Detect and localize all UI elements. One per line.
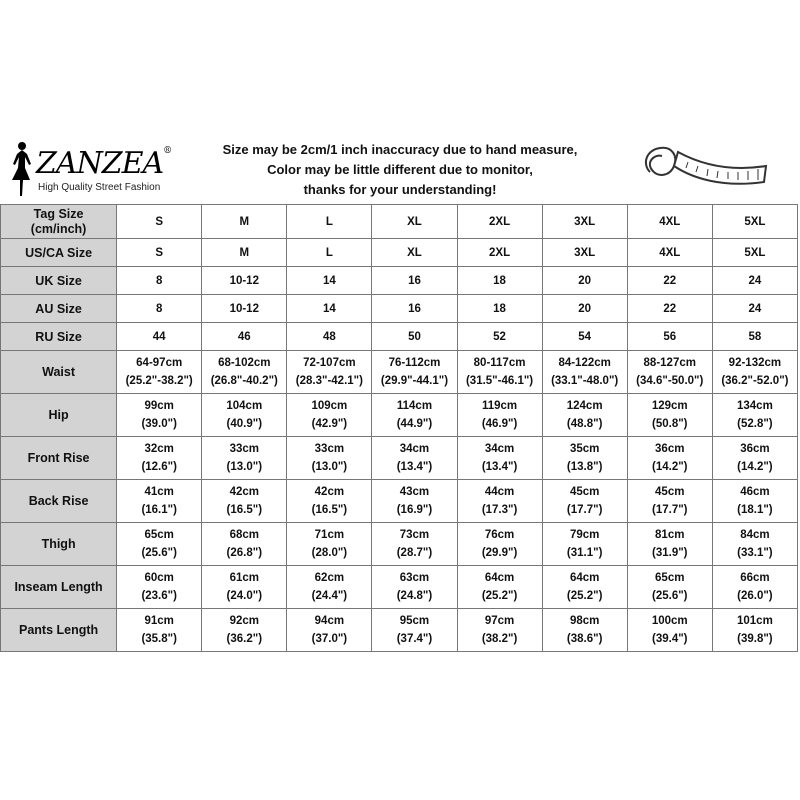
brand-name: ZANZEA [36,146,164,181]
table-cell: 5XL [712,239,797,267]
notice-line: Color may be little different due to monitor, [267,162,533,177]
table-cell [117,437,202,480]
inch-value: (39.8") [737,633,773,645]
table-cell [542,523,627,566]
table-cell: 54 [542,323,627,351]
inch-value: (25.2"-38.2") [125,375,193,387]
table-cell [627,609,712,652]
notice-line: Size may be 2cm/1 inch inaccuracy due to hand measure, [222,142,578,157]
table-cell: 3XL [542,239,627,267]
cm-value: 63cm [399,572,430,584]
inch-value: (40.9") [226,418,263,430]
cm-value: 61cm [229,572,259,584]
cm-value: 33cm [314,443,345,455]
cm-value: 134cm [736,400,773,412]
column-header: 2XL [457,205,542,239]
cm-value: 94cm [314,615,345,627]
cm-value: 119cm [481,400,518,412]
table-cell: 10-12 [202,267,287,295]
cm-value: 114cm [396,400,433,412]
inch-value: (38.2") [481,633,518,645]
inch-value: (26.8") [226,547,263,559]
notice-line: thanks for your understanding! [303,182,497,197]
cm-value: 84cm [740,529,770,541]
table-cell [627,351,712,394]
table-row [1,437,798,480]
cm-value: 95cm [399,615,430,627]
table-cell: 18 [457,267,542,295]
column-header: 5XL [712,205,797,239]
table-cell [712,437,797,480]
table-cell [117,394,202,437]
cm-value: 46cm [740,486,770,498]
table-cell: 56 [627,323,712,351]
table-cell [457,480,542,523]
inch-value: (17.3") [481,504,518,516]
table-cell: 44 [117,323,202,351]
inch-value: (28.0") [311,547,348,559]
cm-value: 81cm [655,529,685,541]
inch-value: (24.8") [396,590,433,602]
chart-header [0,130,800,202]
cm-value: 84-122cm [558,357,611,369]
table-cell: 22 [627,267,712,295]
cm-value: 34cm [484,443,515,455]
table-cell [117,351,202,394]
row-label: Pants Length [1,609,117,652]
column-header: XL [372,205,457,239]
row-label: Tag Size (cm/inch) [1,205,117,239]
inch-value: (42.9") [311,418,348,430]
table-cell [202,609,287,652]
cm-value: 72-107cm [303,357,356,369]
table-cell: 20 [542,267,627,295]
inch-value: (23.6") [141,590,177,602]
inch-value: (44.9") [396,418,433,430]
column-header: M [202,205,287,239]
table-cell: 4XL [627,239,712,267]
table-cell [287,523,372,566]
table-cell [117,609,202,652]
table-cell [457,523,542,566]
cm-value: 76-112cm [388,357,441,369]
table-cell [542,437,627,480]
column-header: 4XL [627,205,712,239]
table-cell [542,394,627,437]
inch-value: (16.5") [226,504,263,516]
table-cell [372,394,457,437]
table-cell [627,523,712,566]
table-cell: 58 [712,323,797,351]
table-cell [117,480,202,523]
inch-value: (16.5") [311,504,348,516]
cm-value: 71cm [314,529,345,541]
row-label: Waist [1,351,117,394]
inch-value: (25.6") [652,590,688,602]
cm-value: 33cm [229,443,259,455]
cm-value: 60cm [144,572,174,584]
inch-value: (16.1") [141,504,177,516]
cm-value: 45cm [655,486,685,498]
table-cell: 50 [372,323,457,351]
table-cell: L [287,239,372,267]
inch-value: (26.8"-40.2") [210,375,278,387]
table-cell [372,523,457,566]
table-row [1,480,798,523]
inch-value: (24.4") [311,590,348,602]
table-cell: 8 [117,267,202,295]
row-label: UK Size [1,267,117,295]
inch-value: (52.8") [737,418,773,430]
cm-value: 32cm [144,443,174,455]
table-row [1,323,798,351]
cm-value: 73cm [399,529,430,541]
cm-value: 68-102cm [218,357,271,369]
cm-value: 64cm [569,572,600,584]
cm-value: 92-132cm [728,357,782,369]
cm-value: 129cm [651,400,688,412]
inch-value: (38.6") [566,633,603,645]
cm-value: 41cm [144,486,174,498]
cm-value: 99cm [144,400,174,412]
row-label: RU Size [1,323,117,351]
table-cell: 16 [372,295,457,323]
table-cell [712,609,797,652]
cm-value: 104cm [226,400,263,412]
row-label: US/CA Size [1,239,117,267]
table-cell [712,523,797,566]
table-cell [287,609,372,652]
row-label: Inseam Length [1,566,117,609]
cm-value: 92cm [229,615,259,627]
inch-value: (33.1"-48.0") [551,375,619,387]
cm-value: 45cm [569,486,600,498]
inch-value: (36.2") [226,633,263,645]
inch-value: (28.7") [396,547,433,559]
column-header: L [287,205,372,239]
table-cell: 18 [457,295,542,323]
table-cell: S [117,239,202,267]
inch-value: (46.9") [481,418,518,430]
table-cell [712,351,797,394]
cm-value: 65cm [655,572,685,584]
cm-value: 64-97cm [136,357,183,369]
table-row [1,566,798,609]
cm-value: 62cm [314,572,345,584]
inch-value: (14.2") [652,461,688,473]
inch-value: (39.0") [141,418,177,430]
table-cell [287,437,372,480]
table-cell [287,394,372,437]
inch-value: (13.4") [481,461,518,473]
cm-value: 101cm [736,615,773,627]
table-cell: 48 [287,323,372,351]
table-cell: 10-12 [202,295,287,323]
inch-value: (29.9") [481,547,518,559]
size-chart [0,130,800,668]
column-header: 3XL [542,205,627,239]
table-cell [202,394,287,437]
inch-value: (25.2") [566,590,603,602]
table-row [1,205,798,239]
table-cell [202,566,287,609]
table-row [1,394,798,437]
table-cell: 2XL [457,239,542,267]
table-cell: XL [372,239,457,267]
table-cell [372,351,457,394]
registered-mark: ® [163,146,172,156]
inch-value: (28.3"-42.1") [295,375,363,387]
table-cell: 16 [372,267,457,295]
inch-value: (31.5"-46.1") [465,375,534,387]
table-cell [627,437,712,480]
table-row [1,239,798,267]
cm-value: 64cm [484,572,515,584]
table-cell [457,609,542,652]
table-cell: 20 [542,295,627,323]
measuring-tape-icon [632,138,772,194]
table-cell [372,437,457,480]
measurement-notice [205,140,595,200]
table-cell [117,523,202,566]
cm-value: 124cm [566,400,603,412]
inch-value: (26.0") [737,590,773,602]
table-cell [712,566,797,609]
inch-value: (48.8") [566,418,603,430]
cm-value: 97cm [484,615,515,627]
table-cell [372,609,457,652]
table-cell [287,480,372,523]
cm-value: 98cm [569,615,600,627]
brand-tagline: High Quality Street Fashion [38,182,161,193]
table-cell [202,480,287,523]
table-cell [542,566,627,609]
table-cell [457,566,542,609]
cm-value: 34cm [399,443,430,455]
inch-value: (37.0") [311,633,348,645]
table-row [1,523,798,566]
table-cell [712,480,797,523]
table-cell [712,394,797,437]
cm-value: 100cm [651,615,688,627]
inch-value: (37.4") [396,633,433,645]
table-cell [627,394,712,437]
cm-value: 36cm [655,443,685,455]
inch-value: (18.1") [737,504,773,516]
inch-value: (50.8") [652,418,688,430]
table-cell [542,480,627,523]
inch-value: (13.0") [311,461,348,473]
inch-value: (12.6") [141,461,177,473]
table-cell [372,480,457,523]
inch-value: (13.8") [566,461,603,473]
cm-value: 80-117cm [473,357,526,369]
table-cell [457,437,542,480]
row-label: Back Rise [1,480,117,523]
inch-value: (24.0") [226,590,263,602]
inch-value: (13.4") [396,461,433,473]
table-cell: 8 [117,295,202,323]
inch-value: (31.1") [566,547,603,559]
cm-value: 66cm [740,572,770,584]
table-cell: 52 [457,323,542,351]
table-cell [287,351,372,394]
inch-value: (25.6") [141,547,177,559]
table-cell: 24 [712,295,797,323]
inch-value: (17.7") [566,504,603,516]
table-row [1,609,798,652]
table-cell: 14 [287,267,372,295]
brand-logo [8,136,208,200]
table-cell [542,609,627,652]
inch-value: (31.9") [652,547,688,559]
table-cell: 14 [287,295,372,323]
inch-value: (17.7") [652,504,688,516]
table-cell [117,566,202,609]
table-row [1,267,798,295]
cm-value: 76cm [484,529,515,541]
table-row [1,351,798,394]
cm-value: 42cm [314,486,345,498]
silhouette-woman-icon [8,140,34,198]
inch-value: (29.9"-44.1") [380,375,449,387]
inch-value: (34.6"-50.0") [636,375,704,387]
inch-value: (14.2") [737,461,773,473]
table-cell [287,566,372,609]
inch-value: (36.2"-52.0") [721,375,789,387]
row-label: Thigh [1,523,117,566]
cm-value: 65cm [144,529,174,541]
inch-value: (35.8") [141,633,177,645]
cm-value: 109cm [311,400,348,412]
table-cell [202,351,287,394]
table-cell [542,351,627,394]
table-cell: 24 [712,267,797,295]
cm-value: 42cm [229,486,259,498]
inch-value: (13.0") [226,461,263,473]
inch-value: (16.9") [396,504,433,516]
inch-value: (33.1") [737,547,773,559]
cm-value: 44cm [484,486,515,498]
row-label: Hip [1,394,117,437]
table-cell: M [202,239,287,267]
table-cell [627,480,712,523]
table-cell [457,394,542,437]
cm-value: 35cm [569,443,600,455]
table-cell: 46 [202,323,287,351]
cm-value: 43cm [399,486,430,498]
table-row [1,295,798,323]
row-label: AU Size [1,295,117,323]
cm-value: 88-127cm [643,357,696,369]
inch-value: (39.4") [652,633,688,645]
inch-value: (25.2") [481,590,518,602]
table-cell [457,351,542,394]
row-label: Front Rise [1,437,117,480]
cm-value: 36cm [740,443,770,455]
column-header: S [117,205,202,239]
table-cell [627,566,712,609]
size-table [0,204,798,652]
cm-value: 79cm [569,529,600,541]
table-cell [372,566,457,609]
cm-value: 91cm [144,615,174,627]
cm-value: 68cm [229,529,259,541]
table-cell [202,437,287,480]
table-cell: 22 [627,295,712,323]
table-cell [202,523,287,566]
